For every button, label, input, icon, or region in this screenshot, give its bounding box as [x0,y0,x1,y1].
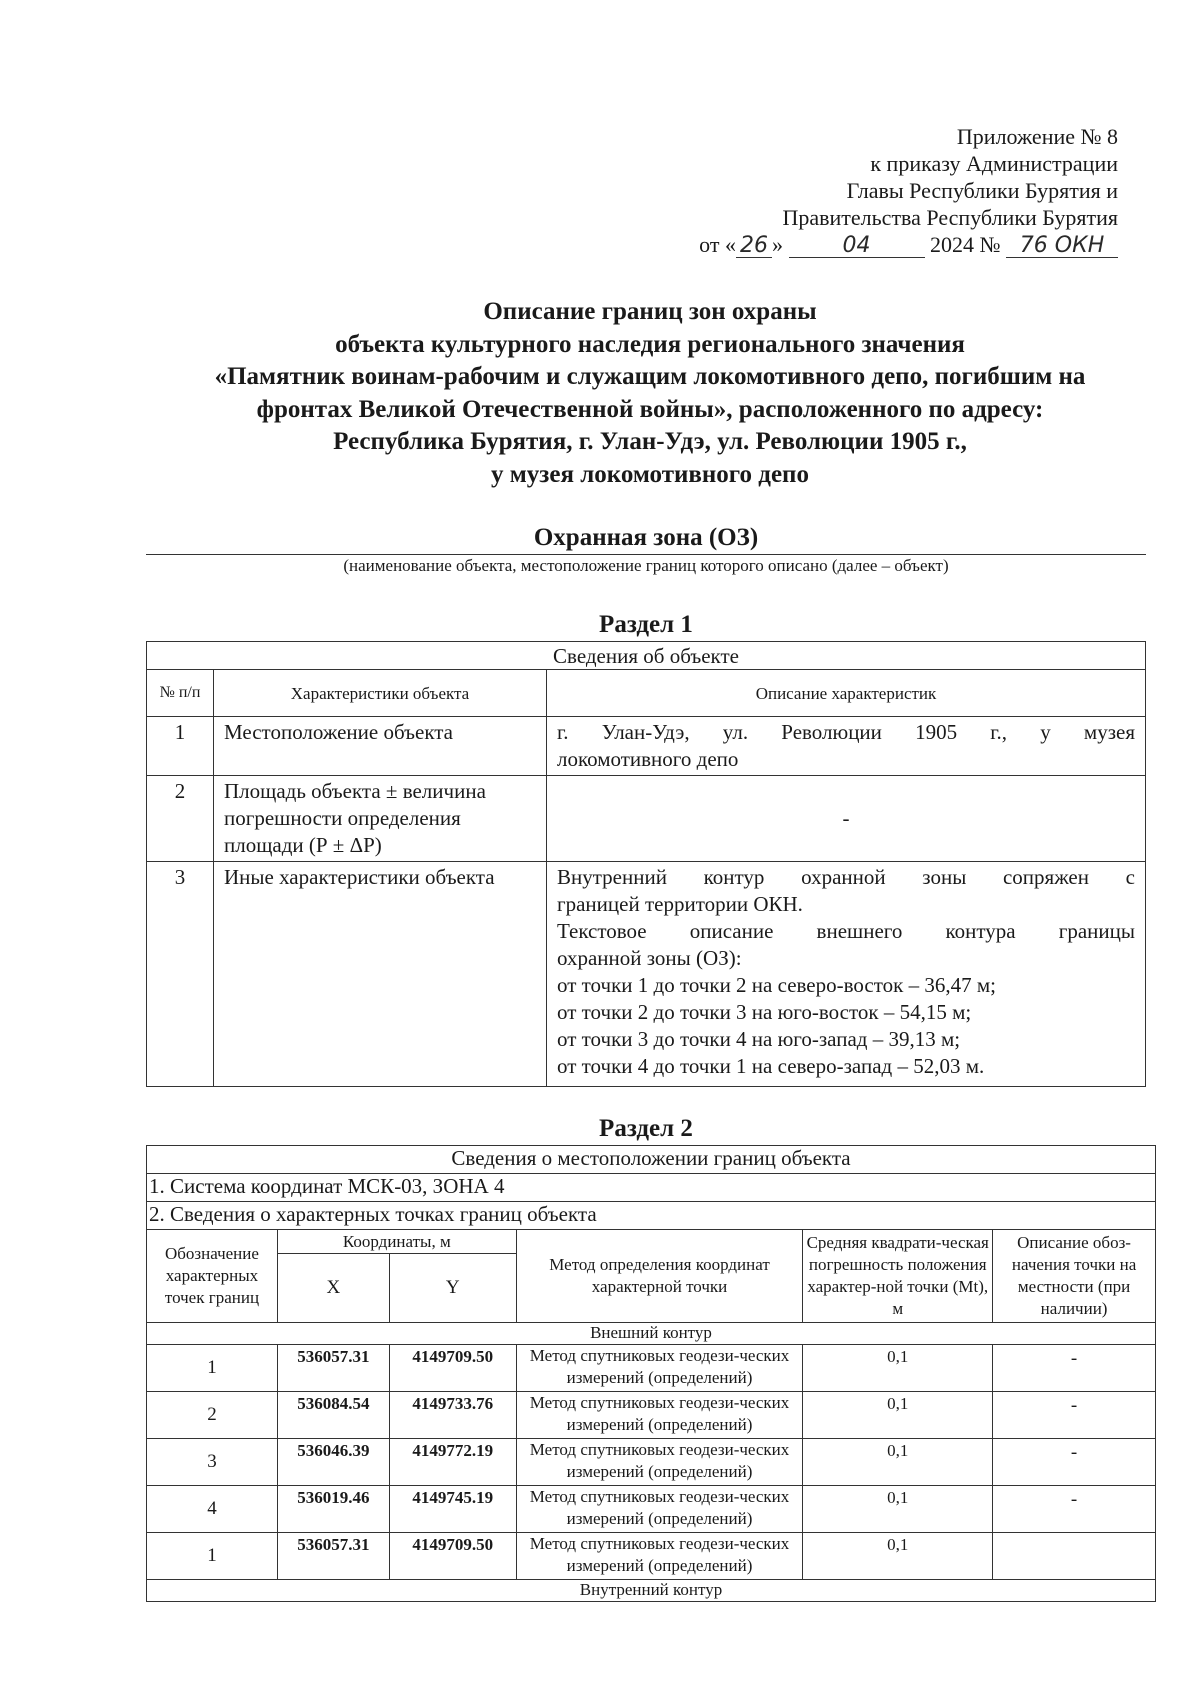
table-row [147,776,1146,862]
appendix-line: Приложение № 8 [956,124,1118,149]
point-id: 3 [147,1439,278,1486]
coord-x: 536057.31 [277,1345,389,1392]
point-id: 4 [147,1486,278,1533]
title-line: «Памятник воинам-рабочим и служащим локомотивного депо, погибшим на [214,363,1086,390]
col-header-point: Обозначение характерных точек границ [147,1230,278,1323]
method: Метод спутниковых геодези-ческих измерений (определений) [516,1439,803,1486]
inner-contour-label: Внутренний контур [147,1580,1156,1602]
title-line: Описание границ зон охраны [483,298,817,325]
coord-y: 4149745.19 [389,1486,516,1533]
point-id: 1 [147,1533,278,1580]
col-header-error: Средняя квадрати-ческая погрешность положения характер-ной точки (Mt), м [803,1230,993,1323]
coord-x: 536057.31 [277,1533,389,1580]
appendix-line: Главы Республики Бурятия и [846,178,1118,203]
table-caption: Сведения о местоположении границ объекта [147,1146,1156,1174]
title-line: Республика Бурятия, г. Улан-Удэ, ул. Революции 1905 г., [333,428,967,455]
error: 0,1 [803,1486,993,1533]
row-desc [547,717,1146,776]
location-desc: - [993,1345,1156,1392]
zone-heading [146,523,1146,575]
error: 0,1 [803,1533,993,1580]
coord-y: 4149709.50 [389,1345,516,1392]
table-row [147,862,1146,1087]
desc-line: локомотивного депо [557,747,739,771]
table-row [147,1345,1156,1392]
row-char: Площадь объекта ± величина погрешности определения площади (Р ± ΔР) [214,776,547,862]
desc-line: от точки 4 до точки 1 на северо-запад – 52,03 м. [557,1054,985,1078]
col-header-coords: Координаты, м [277,1230,516,1254]
appendix-note [598,123,1118,258]
title-line: фронтах Великой Отечественной войны», расположенного по адресу: [256,395,1044,423]
boundary-points-table [146,1145,1156,1602]
error: 0,1 [803,1345,993,1392]
desc-line: границей территории ОКН. [557,892,803,916]
order-number: 76 ОКН [1006,235,1118,258]
desc-line: Внутренний контур охранной зоны сопряжен с [557,865,1135,889]
location-desc: - [993,1486,1156,1533]
col-header-x: X [277,1254,389,1323]
method: Метод спутниковых геодези-ческих измерений (определений) [516,1486,803,1533]
table-caption: Сведения об объекте [147,642,1146,670]
row-num: 3 [147,862,214,1087]
date-prefix: от « [699,232,736,257]
col-header-method: Метод определения координат характерной точки [516,1230,803,1323]
desc-line: от точки 1 до точки 2 на северо-восток – 36,47 м; [557,973,996,997]
row-char: Местоположение объекта [214,717,547,776]
method: Метод спутниковых геодези-ческих измерений (определений) [516,1392,803,1439]
outer-contour-label: Внешний контур [147,1323,1156,1345]
appendix-line: к приказу Администрации [870,151,1118,176]
point-id: 1 [147,1345,278,1392]
appendix-line: Правительства Республики Бурятия [782,205,1118,230]
desc-line: от точки 2 до точки 3 на юго-восток – 54,15 м; [557,1000,972,1024]
object-info-table [146,641,1146,1087]
error: 0,1 [803,1439,993,1486]
date-year: 2024 № [930,232,1001,257]
table-row [147,1439,1156,1486]
point-id: 2 [147,1392,278,1439]
coord-x: 536019.46 [277,1486,389,1533]
order-date-line [598,231,1118,258]
desc-line: Текстовое описание внешнего контура границы [557,919,1135,943]
row-desc: - [547,776,1146,862]
location-desc: - [993,1392,1156,1439]
section-1-title: Раздел 1 [599,611,693,638]
col-header-num: № п/п [147,670,214,717]
title-line: объекта культурного наследия регионального значения [335,330,965,358]
col-header-location: Описание обоз-начения точки на местности (при наличии) [993,1230,1156,1323]
table-row [147,1533,1156,1580]
method: Метод спутниковых геодези-ческих измерений (определений) [516,1533,803,1580]
date-month: 04 [789,235,925,258]
coord-y: 4149733.76 [389,1392,516,1439]
desc-line: г. Улан-Удэ, ул. Революции 1905 г., у музея [557,720,1135,744]
error: 0,1 [803,1392,993,1439]
coord-x: 536084.54 [277,1392,389,1439]
table-row [147,717,1146,776]
col-header-desc: Описание характеристик [547,670,1146,717]
table-row [147,1486,1156,1533]
title-line: у музея локомотивного депо [491,460,809,488]
desc-line: охранной зоны (ОЗ): [557,946,742,970]
date-day: 26 [736,235,772,258]
date-mid: » [772,232,783,257]
row-num: 1 [147,717,214,776]
document-title [140,296,1160,491]
section-2-title: Раздел 2 [599,1115,693,1142]
row-char: Иные характеристики объекта [214,862,547,1087]
coord-y: 4149709.50 [389,1533,516,1580]
row-num: 2 [147,776,214,862]
coord-x: 536046.39 [277,1439,389,1486]
col-header-y: Y [389,1254,516,1323]
points-caption: 2. Сведения о характерных точках границ объекта [147,1202,1156,1230]
zone-note: (наименование объекта, местоположение границ которого описано (далее – объект) [343,556,949,575]
col-header-char: Характеристики объекта [214,670,547,717]
row-desc [547,862,1146,1087]
method: Метод спутниковых геодези-ческих измерений (определений) [516,1345,803,1392]
zone-underline [146,554,1146,555]
location-desc [993,1533,1156,1580]
desc-line: от точки 3 до точки 4 на юго-запад – 39,13 м; [557,1027,961,1051]
table-row [147,1392,1156,1439]
coord-system: 1. Система координат МСК-03, ЗОНА 4 [147,1174,1156,1202]
zone-name: Охранная зона (ОЗ) [533,524,759,551]
location-desc: - [993,1439,1156,1486]
coord-y: 4149772.19 [389,1439,516,1486]
